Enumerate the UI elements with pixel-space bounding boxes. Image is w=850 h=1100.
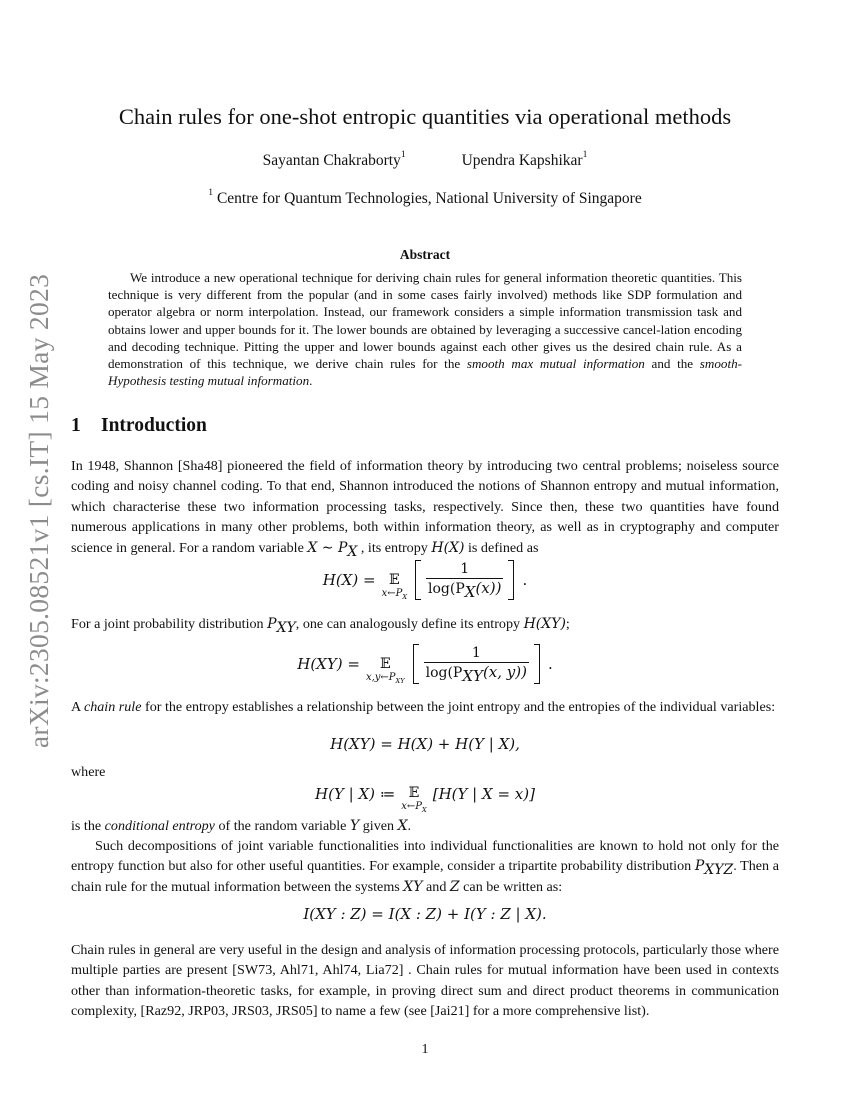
emphasis: smooth max mutual information xyxy=(466,356,645,372)
affiliation-text: Centre for Quantum Technologies, National University of Singapore xyxy=(216,190,642,207)
emphasis: chain rule xyxy=(83,699,142,715)
fraction: $\frac{1}{\log(P_{XY}(x, y))}$ xyxy=(425,645,527,685)
equation-chain-rule: H(XY) = H(X) + H(Y | X) , xyxy=(330,735,520,753)
paper-title: Chain rules for one-shot entropic quantities via operational methods xyxy=(118,104,732,129)
arxiv-sidebar-stamp xyxy=(20,266,58,756)
equation-mutual-information-chain-rule: I(XY : Z) = I(X : Z) + I(Y : Z | X) . xyxy=(303,905,547,923)
author-name: Upendra Kapshikar xyxy=(461,152,583,169)
author xyxy=(262,149,406,170)
emphasis: conditional entropy xyxy=(104,818,215,834)
expectation-operator: 𝔼 $x,y\leftarrow P_{XY}$ xyxy=(365,655,405,685)
equation-entropy: H(X) = 𝔼 $x\leftarrow P_X$ $\frac{1}{\log(P_X(x))}$ . xyxy=(322,561,528,601)
bracket-group xyxy=(413,560,516,600)
arxiv-identifier: arXiv:2305.08521v1 [cs.IT] 15 May 2023 xyxy=(23,273,54,749)
equation-joint-entropy: H(XY) = 𝔼 $x,y\leftarrow P_{XY}$ $\frac{1}{\log(P_{XY}(x, y))}$ . xyxy=(297,645,553,685)
abstract-text: We introduce a new operational technique for deriving chain rules for general information theoretic quantities. This technique is very different from the popular (and in some cases fairly involved) methods like SDP formulation and operator algebra or norm interpolation. Instead, our framework considers a simple information transmission task and obtains lower and upper bounds for it. The lower bounds are obtained by leveraging a successive cancel-lation encoding and decoding technique. Pitting the upper and lower bounds against each other gives us the desired chain rule. As a demonstration of this technique, we derive chain rules for the smooth max mutual information and the smooth-Hypothesis testing mutual information. xyxy=(108,270,742,389)
bracket-group xyxy=(411,644,542,684)
paragraph: is the conditional entropy of the random variable Y given X. xyxy=(71,818,412,834)
affiliation-mark: 1 xyxy=(208,187,214,199)
paragraph: Chain rules in general are very useful in the design and analysis of information processing protocols, particularly those where multiple parties are present [SW73, Ahl71, Ahl74, Lia72] . Chain rules for mutual information have been used in contexts other than information-theoretic tasks, for example, in proving direct sum and direct product theorems in communication complexity, [Raz92, JRP03, JRS03, JRS05] to name a few (see [Jai21] for a more comprehensive list). xyxy=(71,942,780,1020)
author-name: Sayantan Chakraborty xyxy=(262,152,401,169)
section-number: 1 xyxy=(71,415,81,436)
expectation-operator: 𝔼 $x\leftarrow P_X$ xyxy=(381,571,408,601)
paragraph: A chain rule for the entropy establishes a relationship between the joint entropy and the entropies of the individual variables: xyxy=(71,699,776,715)
paragraph: For a joint probability distribution $P_{XY}$, one can analogously define its entropy H(XY); xyxy=(71,616,570,636)
author-list xyxy=(60,149,790,170)
paragraph: In 1948, Shannon [Sha48] pioneered the field of information theory by introducing two central problems; noiseless source coding and noisy channel coding. To that end, Shannon introduced the notions of Shannon entropy and mutual information, which characterise these two information processing tasks, respectively. Since then, these two quantities have found numerous applications in many other problems, both within information theory, as well as in cryptography and computer science in general. For a random variable X ∼ $P_X$ , its entropy H(X) is defined as xyxy=(71,458,779,560)
abstract-heading: Abstract xyxy=(399,247,451,262)
author xyxy=(461,149,588,170)
affiliation-mark: 1 xyxy=(400,149,406,161)
equation-conditional-entropy: H(Y | X) ≔ 𝔼 $x\leftarrow P_X$ [H(Y | X = x)] xyxy=(315,784,535,814)
paragraph: Such decompositions of joint variable functionalities into individual functionalities are known to hold not only for the entropy function but also for other useful quantities. For example, consider a tripartite probability distribution $P_{XYZ}$. Then a chain rule for the mutual information between the systems XY and Z can be written as: xyxy=(71,838,780,895)
page-number: 1 xyxy=(421,1042,429,1057)
affiliation xyxy=(60,187,790,208)
expectation-operator: 𝔼 $x\leftarrow P_X$ xyxy=(401,785,427,814)
affiliation-mark: 1 xyxy=(582,149,588,161)
emphasis: smooth-Hypothesis testing mutual information xyxy=(108,356,742,389)
paragraph: where xyxy=(71,764,106,780)
fraction: $\frac{1}{\log(P_X(x))}$ xyxy=(428,561,502,601)
section-title: Introduction xyxy=(101,415,207,436)
section-heading xyxy=(71,415,207,437)
